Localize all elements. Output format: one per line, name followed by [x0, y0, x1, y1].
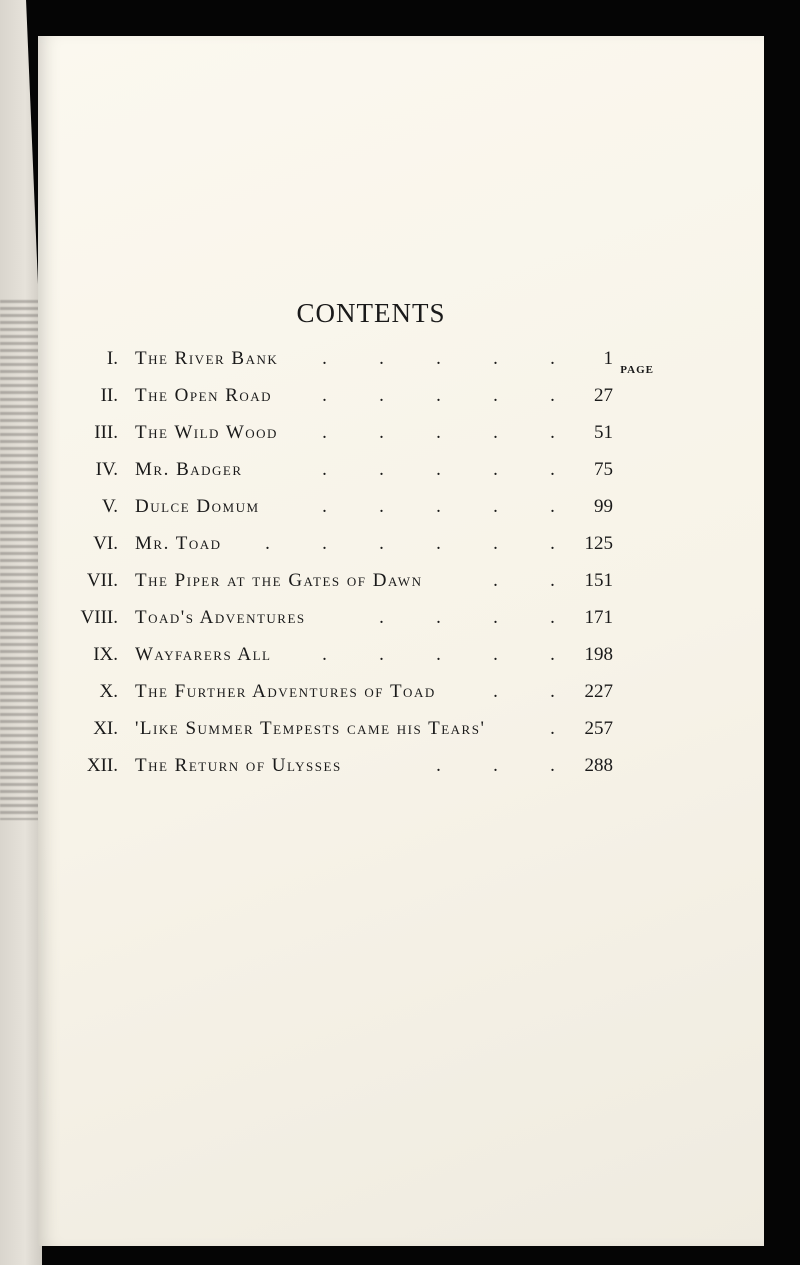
- chapter-title: Wayfarers All: [135, 644, 272, 665]
- toc-row: [0, 747, 800, 783]
- toc-row: [0, 673, 800, 709]
- leader-dots: . .: [493, 570, 555, 591]
- chapter-title: Mr. Badger: [135, 459, 243, 480]
- toc-row: [0, 451, 800, 487]
- leader-dots: . . . . .: [322, 348, 555, 369]
- chapter-number: IV.: [95, 459, 118, 480]
- chapter-number: X.: [99, 681, 118, 702]
- chapter-title: 'Like Summer Tempests came his Tears': [135, 718, 486, 739]
- toc-row: [0, 525, 800, 561]
- chapter-number: I.: [106, 348, 118, 369]
- chapter-number: V.: [101, 496, 118, 517]
- leader-dots: .: [550, 718, 555, 739]
- chapter-page: 288: [584, 755, 613, 776]
- leader-dots: . . . . .: [322, 422, 555, 443]
- chapter-number: XII.: [86, 755, 118, 776]
- chapter-page: 99: [594, 496, 613, 517]
- chapter-page: 227: [584, 681, 613, 702]
- chapter-page: 125: [584, 533, 613, 554]
- leader-dots: . . . .: [379, 607, 555, 628]
- chapter-title: The Further Adventures of Toad: [135, 681, 436, 702]
- chapter-page: 257: [584, 718, 613, 739]
- chapter-page: 1: [603, 348, 613, 369]
- toc-row: [0, 599, 800, 635]
- chapter-title: The Return of Ulysses: [135, 755, 342, 776]
- chapter-title: Toad's Adventures: [135, 607, 306, 628]
- chapter-number: VII.: [86, 570, 118, 591]
- page-column-header: PAGE: [620, 364, 654, 376]
- chapter-page: 75: [594, 459, 613, 480]
- chapter-number: VIII.: [80, 607, 118, 628]
- toc-row: [0, 414, 800, 450]
- leader-dots: . . . . .: [322, 644, 555, 665]
- toc-row: [0, 562, 800, 598]
- chapter-number: IX.: [93, 644, 118, 665]
- chapter-title: Mr. Toad: [135, 533, 222, 554]
- toc-row: [0, 488, 800, 524]
- toc-row: [0, 340, 800, 376]
- leader-dots: . . . . . .: [265, 533, 555, 554]
- leader-dots: . .: [493, 681, 555, 702]
- chapter-number: II.: [100, 385, 118, 406]
- toc-row: [0, 636, 800, 672]
- chapter-title: Dulce Domum: [135, 496, 260, 517]
- page-title: CONTENTS: [296, 298, 446, 328]
- chapter-number: VI.: [93, 533, 118, 554]
- chapter-page: 171: [584, 607, 613, 628]
- leader-dots: . . .: [436, 755, 555, 776]
- toc-row: [0, 377, 800, 413]
- chapter-title: The River Bank: [135, 348, 279, 369]
- chapter-page: 151: [584, 570, 613, 591]
- toc-row: [0, 710, 800, 746]
- chapter-title: The Wild Wood: [135, 422, 278, 443]
- chapter-title: The Open Road: [135, 385, 273, 406]
- chapter-page: 198: [584, 644, 613, 665]
- leader-dots: . . . . .: [322, 385, 555, 406]
- chapter-page: 51: [594, 422, 613, 443]
- chapter-page: 27: [594, 385, 613, 406]
- chapter-number: III.: [94, 422, 118, 443]
- leader-dots: . . . . .: [322, 496, 555, 517]
- leader-dots: . . . . .: [322, 459, 555, 480]
- chapter-title: The Piper at the Gates of Dawn: [135, 570, 423, 591]
- chapter-number: XI.: [93, 718, 118, 739]
